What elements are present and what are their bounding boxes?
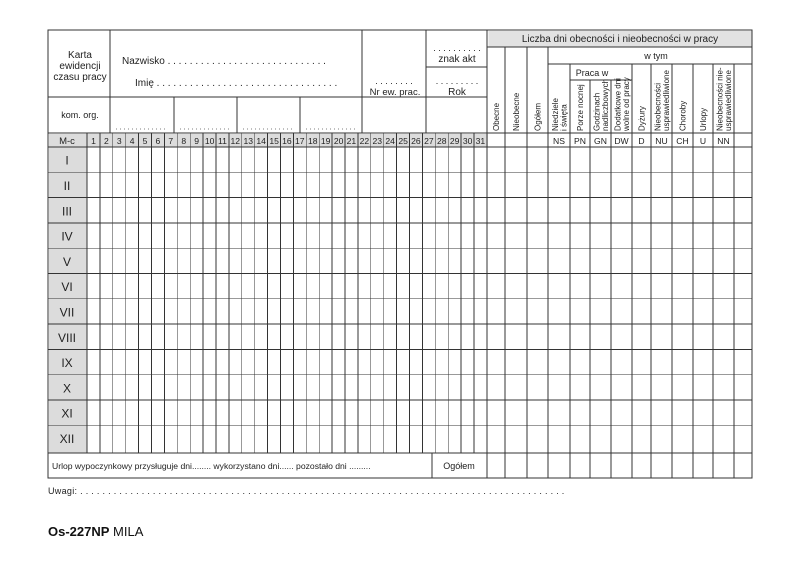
summary-column-label: Obecne: [492, 102, 501, 131]
day-label: 31: [475, 136, 486, 146]
month-label: VI: [61, 280, 73, 295]
w-tym-label: w tym: [644, 51, 668, 61]
month-label: XI: [61, 406, 73, 421]
month-label: IX: [61, 356, 73, 370]
nazwisko-field[interactable]: Nazwisko . . . . . . . . . . . . . . . . . . . . . . . . . . . . .: [122, 56, 326, 67]
summary-column-label: Godzinach: [592, 92, 602, 131]
uwagi-line: Uwagi: . . . . . . . . . . . . . . . . . . . . . . . . . . . . . . . . . . . . . . . . . . . . . . . . . . . . . . . . . . . . . . . . . . . . . . . . . . . . . . . . . . . . . . .: [48, 486, 565, 496]
month-label: IV: [61, 229, 73, 244]
day-label: 27: [424, 136, 434, 146]
summary-code-u: U: [699, 136, 707, 146]
month-label: VIII: [57, 330, 77, 345]
day-label: 13: [243, 136, 254, 146]
day-label: 4: [129, 136, 135, 146]
summary-column-label: Nieobecne: [512, 92, 521, 131]
publisher-brand: MILA: [113, 524, 144, 539]
day-label: 23: [372, 136, 383, 146]
day-label: 26: [411, 136, 421, 146]
month-label: II: [63, 179, 71, 193]
form-code: Os-227NP: [48, 524, 110, 539]
karta-line3: czasu pracy: [53, 72, 107, 83]
karta-line1: Karta: [68, 50, 92, 61]
summary-code-nn: NN: [717, 136, 730, 146]
rok-dots: . . . . . . . . .: [435, 76, 479, 86]
kom-org-label: kom. org.: [61, 110, 99, 120]
summary-column-label: Dyżury: [637, 106, 647, 131]
day-label: 17: [295, 136, 305, 146]
month-label: I: [65, 153, 69, 168]
month-label: X: [62, 381, 72, 396]
day-label: 2: [104, 136, 109, 146]
summary-column-label: Ogółem: [533, 102, 543, 131]
form-footer: [48, 524, 143, 539]
praca-w-label: Praca w: [575, 68, 609, 78]
day-label: 12: [230, 136, 241, 146]
summary-column-label: usprawiedliwione: [661, 70, 671, 131]
summary-column-label: nadliczbowych: [600, 78, 610, 131]
nr-ew-prac-label: Nr ew. prac.: [369, 87, 421, 98]
summary-column-label: Urlopy: [699, 107, 708, 131]
summary-code-d: D: [638, 136, 645, 146]
summary-column-label: Dodatkowe dni: [613, 78, 623, 131]
month-column-label: M-c: [59, 136, 75, 147]
day-label: 7: [168, 136, 174, 146]
month-label: III: [61, 204, 73, 219]
nr-ew-dots: . . . . . . . .: [375, 76, 413, 86]
month-label: XII: [59, 431, 75, 446]
rok-label: Rok: [448, 87, 466, 98]
day-label: 8: [181, 136, 187, 146]
day-label: 9: [194, 136, 199, 146]
summary-column-label: Nieobecności: [653, 82, 663, 131]
znak-akt-dots: . . . . . . . . . .: [433, 43, 481, 53]
day-label: 11: [217, 136, 227, 146]
karta-line2: ewidencji: [59, 61, 101, 72]
day-label: 20: [333, 136, 344, 146]
day-label: 15: [269, 136, 279, 146]
urlop-line: Urlop wypoczynkowy przysługuje dni........ wykorzystano dni...... pozostało dni .........: [52, 461, 371, 471]
summary-column-label: wolne od pracy: [621, 77, 631, 131]
summary-code-ch: CH: [676, 136, 689, 146]
day-label: 6: [155, 136, 161, 146]
summary-column-label: i święta: [559, 104, 569, 131]
day-label: 5: [142, 136, 148, 146]
summary-column-label: Choroby: [678, 100, 688, 131]
summary-column-label: Porze nocnej: [576, 84, 585, 131]
day-label: 29: [449, 136, 460, 146]
day-label: 18: [308, 136, 318, 146]
day-label: 3: [116, 136, 122, 146]
day-label: 28: [437, 136, 447, 146]
summary-column-labels: [492, 67, 733, 146]
summary-code-gn: GN: [594, 136, 607, 146]
day-label: 21: [346, 136, 357, 146]
summary-code-dw: DW: [614, 136, 629, 146]
ogolem-total-label: Ogółem: [443, 461, 475, 471]
day-label: 16: [282, 136, 292, 146]
summary-code-nu: NU: [655, 136, 668, 146]
day-label: 14: [256, 136, 266, 146]
summary-column-label: Niedziele: [550, 98, 560, 131]
summary-code-ns: NS: [553, 136, 565, 146]
summary-code-pn: PN: [574, 136, 586, 146]
summary-column-label: Nieobecności nie-: [715, 67, 725, 131]
imie-field[interactable]: Imię . . . . . . . . . . . . . . . . . . . . . . . . . . . . . . . . .: [135, 78, 338, 89]
month-label: VII: [59, 305, 75, 320]
month-label: V: [62, 254, 72, 269]
day-label: 10: [204, 136, 215, 146]
day-label: 30: [462, 136, 473, 146]
day-label: 25: [398, 136, 408, 146]
summary-column-label: usprawiedliwione: [723, 70, 733, 131]
day-label: 24: [385, 136, 395, 146]
day-label: 22: [359, 136, 370, 146]
day-label: 1: [91, 136, 96, 146]
summary-title: Liczba dni obecności i nieobecności w pracy: [521, 34, 719, 45]
day-label: 19: [320, 136, 331, 146]
znak-akt-label: znak akt: [438, 54, 476, 65]
